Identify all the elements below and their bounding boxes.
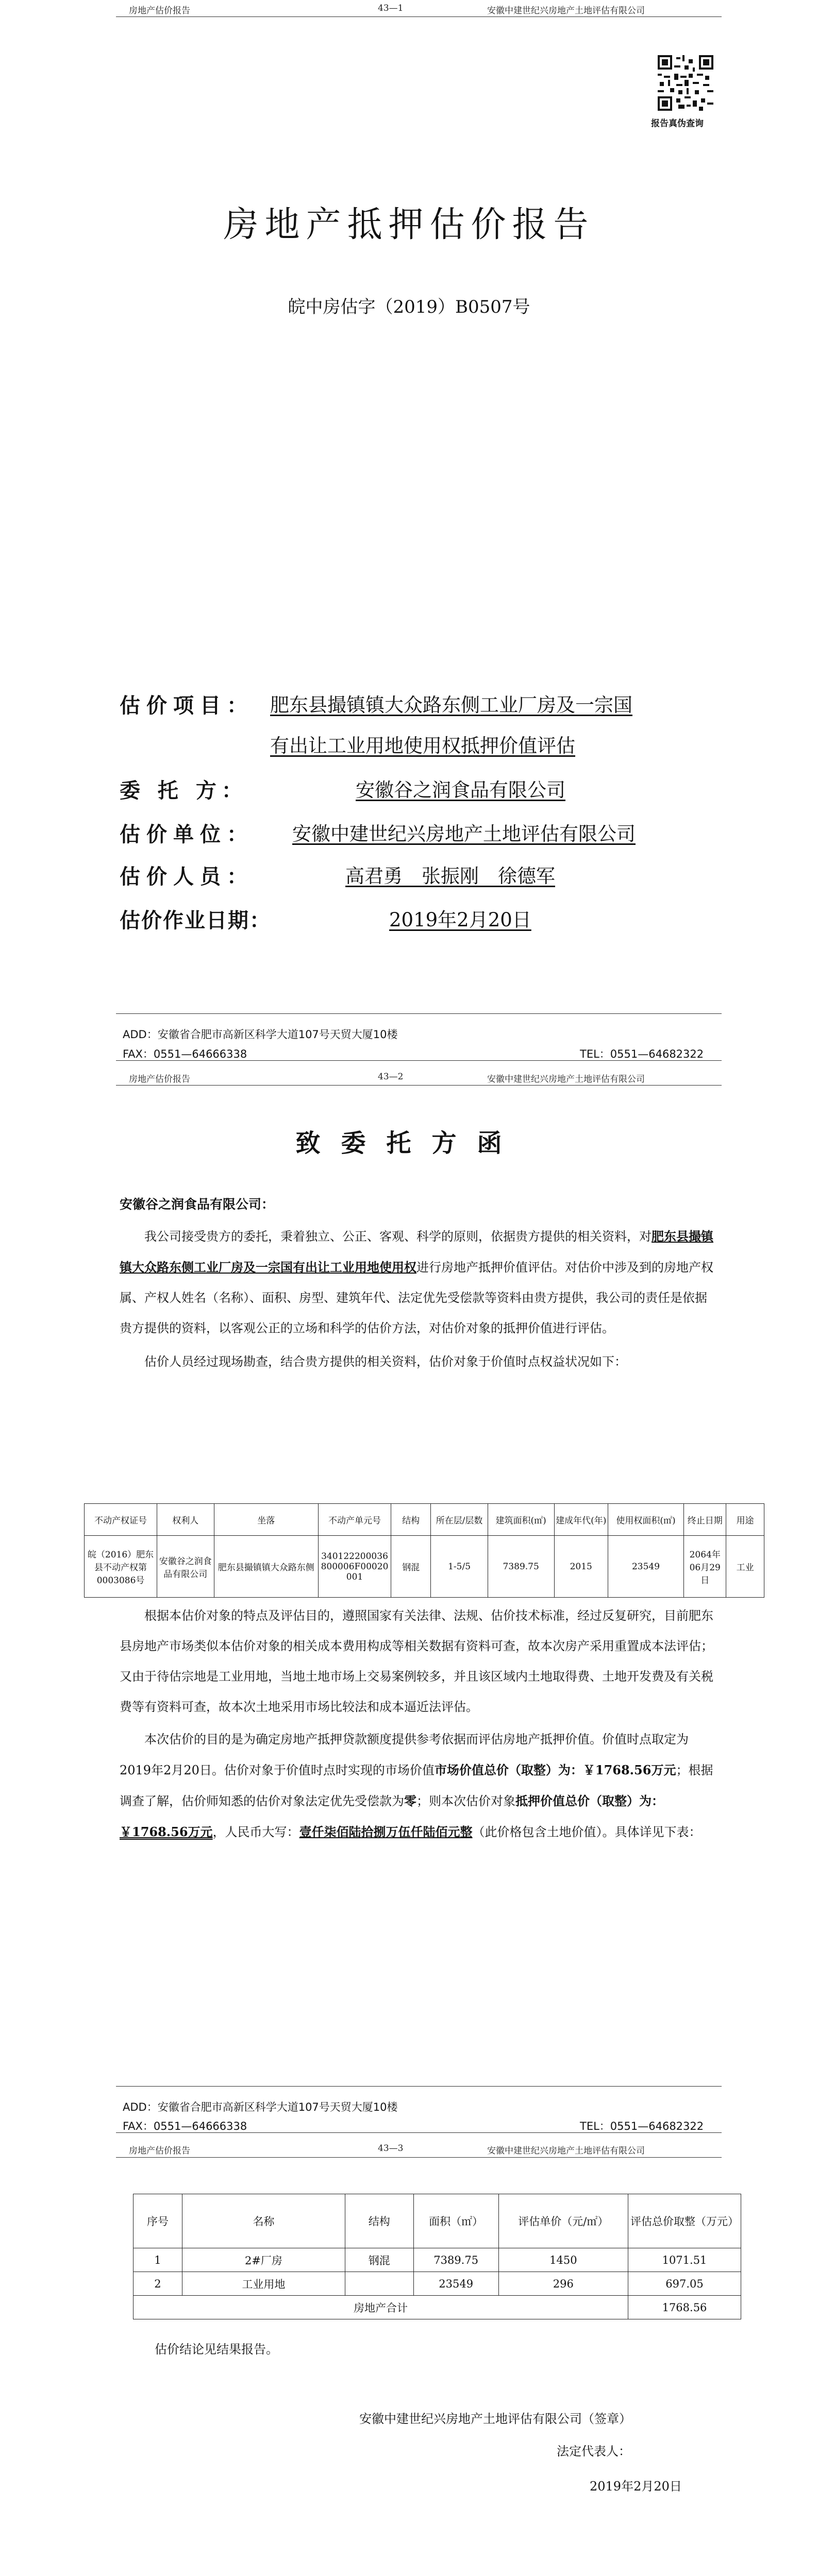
table-cell: 肥东县撮镇镇大众路东侧 bbox=[214, 1536, 318, 1598]
field-client-label: 委 托 方： bbox=[120, 778, 247, 803]
table-cell: 工业用地 bbox=[182, 2272, 345, 2296]
valuation-summary-table bbox=[133, 2194, 741, 2319]
qr-caption: 报告真伪查询 bbox=[651, 118, 704, 129]
table-cell: 钢混 bbox=[391, 1536, 431, 1598]
p1-text: 我公司接受贵方的委托，秉着独立、公正、客观、科学的原则，依据贵方提供的相关资料，对 bbox=[144, 1229, 652, 1244]
field-client-value: 安徽谷之润食品有限公司 bbox=[356, 779, 565, 801]
table-cell: 7389.75 bbox=[488, 1536, 554, 1598]
footer-address: ADD：安徽省合肥市高新区科学大道107号天贸大厦10楼 bbox=[123, 2101, 398, 2113]
letter-title: 致委托方函 bbox=[295, 1129, 523, 1158]
field-appraiser-value: 安徽中建世纪兴房地产土地评估有限公司 bbox=[292, 823, 636, 845]
table-header-cell: 评估单价（元/㎡） bbox=[498, 2194, 628, 2248]
table-header-cell: 结构 bbox=[345, 2194, 413, 2248]
table-header-cell: 名称 bbox=[182, 2194, 345, 2248]
table-header-cell: 终止日期 bbox=[684, 1504, 726, 1536]
rights-table-header bbox=[85, 1504, 764, 1536]
table-header-cell: 坐落 bbox=[214, 1504, 318, 1536]
letter-salutation: 安徽谷之润食品有限公司： bbox=[120, 1197, 275, 1212]
signature-date: 2019年2月20日 bbox=[590, 2479, 682, 2494]
table-header-cell: 评估总价取整（万元） bbox=[628, 2194, 741, 2248]
table-cell: 1450 bbox=[498, 2248, 628, 2272]
table-cell: 皖（2016）肥东县不动产权第0003086号 bbox=[85, 1536, 157, 1598]
table-cell: 安徽谷之润食品有限公司 bbox=[157, 1536, 214, 1598]
table-header-cell: 用途 bbox=[726, 1504, 764, 1536]
footer-tel: TEL：0551—64682322 bbox=[580, 1048, 704, 1060]
page-number: 43—3 bbox=[378, 2143, 404, 2154]
table-header-cell: 所在层/层数 bbox=[431, 1504, 488, 1536]
page-header-right: 安徽中建世纪兴房地产土地评估有限公司 bbox=[487, 1074, 645, 1084]
footer-fax: FAX：0551—64666338 bbox=[123, 2120, 247, 2132]
page-header-right: 安徽中建世纪兴房地产土地评估有限公司 bbox=[487, 6, 645, 16]
p1-subject: 肥东县撮镇镇大众路东侧工业厂房及一宗国有出让工业用地使用权 bbox=[120, 1229, 713, 1275]
summary-table-header bbox=[133, 2194, 741, 2248]
table-cell: 2015 bbox=[554, 1536, 608, 1598]
page-number: 43—1 bbox=[378, 3, 404, 13]
table-cell: 1-5/5 bbox=[431, 1536, 488, 1598]
letter-body-1 bbox=[120, 1221, 717, 1377]
field-project-label: 估价项目： bbox=[120, 693, 254, 718]
report-number: 皖中房估字（2019）B0507号 bbox=[288, 297, 530, 317]
table-header-cell: 面积（㎡） bbox=[413, 2194, 498, 2248]
table-cell: 工业 bbox=[726, 1536, 764, 1598]
table-cell: 2064年06月29日 bbox=[684, 1536, 726, 1598]
total-label: 房地产合计 bbox=[133, 2296, 628, 2319]
table-cell: 23549 bbox=[608, 1536, 683, 1598]
qr-code[interactable] bbox=[658, 55, 713, 111]
report-title: 房地产抵押估价报告 bbox=[223, 205, 595, 245]
conclusion-note: 估价结论见结果报告。 bbox=[155, 2342, 278, 2357]
table-header-cell: 序号 bbox=[133, 2194, 182, 2248]
field-personnel-label: 估价人员： bbox=[120, 865, 254, 889]
footer-tel: TEL：0551—64682322 bbox=[580, 2120, 704, 2132]
field-date-value: 2019年2月20日 bbox=[389, 909, 531, 931]
table-header-cell: 建成年代(年) bbox=[554, 1504, 608, 1536]
page-header-left: 房地产估价报告 bbox=[129, 2146, 190, 2156]
table-cell: 钢混 bbox=[345, 2248, 413, 2272]
table-row bbox=[133, 2248, 741, 2272]
signature-company: 安徽中建世纪兴房地产土地评估有限公司（签章） bbox=[359, 2412, 631, 2426]
total-value: 1768.56 bbox=[628, 2296, 741, 2319]
table-header-cell: 不动产权证号 bbox=[85, 1504, 157, 1536]
table-cell: 1071.51 bbox=[628, 2248, 741, 2272]
table-header-cell: 使用权面积(㎡) bbox=[608, 1504, 683, 1536]
page-header-left: 房地产估价报告 bbox=[129, 1074, 190, 1084]
footer-address: ADD：安徽省合肥市高新区科学大道107号天贸大厦10楼 bbox=[123, 1028, 398, 1041]
p4-text: 本次估价的目的是为确定房地产抵押贷款额度提供参考依据而评估房地产抵押价值。价值时点取定为2019年2月20日。估价对象于价值时点时实现的市场价值市场价值总价（取整）为：￥1768.56万元；根据调查了解，估价师知悉的估价对象法定优先受偿款为零；则本次估价对象抵押价值总价（取整）为：￥1768.56万元，人民币大写：壹仟柒佰陆拾捌万伍仟陆佰元整（此价格包含土地价值）。具体详见下表： bbox=[120, 1732, 713, 1839]
table-cell: 296 bbox=[498, 2272, 628, 2296]
table-cell: 2#厂房 bbox=[182, 2248, 345, 2272]
field-project-value-2: 有出让工业用地使用权抵押价值评估 bbox=[270, 735, 575, 757]
field-appraiser-label: 估价单位： bbox=[120, 822, 254, 846]
page-number: 43—2 bbox=[378, 1072, 404, 1082]
field-date-label: 估价作业日期： bbox=[120, 908, 271, 933]
rights-table bbox=[84, 1503, 764, 1598]
table-cell: 1 bbox=[133, 2248, 182, 2272]
table-header-cell: 建筑面积(㎡) bbox=[488, 1504, 554, 1536]
p2-text: 估价人员经过现场勘查，结合贵方提供的相关资料，估价对象于价值时点权益状况如下： bbox=[144, 1354, 627, 1369]
table-header-cell: 不动产单元号 bbox=[318, 1504, 391, 1536]
table-cell: 7389.75 bbox=[413, 2248, 498, 2272]
field-personnel-value: 高君勇 张振刚 徐德军 bbox=[345, 865, 555, 887]
p3-text: 根据本估价对象的特点及评估目的，遵照国家有关法律、法规、估价技术标准，经过反复研究，目前肥东县房地产市场类似本估价对象的相关成本费用构成等相关数据有资料可查，故本次房产采用重置成本法评估；又由于待估宗地是工业用地，当地土地市场上交易案例较多，并且该区域内土地取得费、土地开发费及有关税费等有资料可查，故本次土地采用市场比较法和成本逼近法评估。 bbox=[120, 1608, 713, 1714]
field-project-value: 肥东县撮镇镇大众路东侧工业厂房及一宗国 bbox=[270, 694, 632, 716]
letter-body-2 bbox=[120, 1601, 717, 1848]
legal-representative: 法定代表人： bbox=[557, 2444, 631, 2459]
p1-text-cont: 进行房地产抵押价值评估。对估价中涉及到的房地产权属、产权人姓名（名称）、面积、房型、建筑年代、法定优先受偿款等资料由贵方提供，我公司的责任是依据贵方提供的资料，以客观公正的立场和科学的估价方法，对估价对象的抵押价值进行评估。 bbox=[120, 1260, 713, 1335]
table-cell: 697.05 bbox=[628, 2272, 741, 2296]
page-header-right: 安徽中建世纪兴房地产土地评估有限公司 bbox=[487, 2146, 645, 2156]
table-cell bbox=[345, 2272, 413, 2296]
footer-fax: FAX：0551—64666338 bbox=[123, 1048, 247, 1060]
page-header-left: 房地产估价报告 bbox=[129, 6, 190, 16]
table-header-cell: 权利人 bbox=[157, 1504, 214, 1536]
table-cell: 340122200036800006F00020001 bbox=[318, 1536, 391, 1598]
table-header-cell: 结构 bbox=[391, 1504, 431, 1536]
table-row bbox=[85, 1536, 764, 1598]
table-cell: 2 bbox=[133, 2272, 182, 2296]
table-total-row bbox=[133, 2296, 741, 2319]
table-row bbox=[133, 2272, 741, 2296]
table-cell: 23549 bbox=[413, 2272, 498, 2296]
